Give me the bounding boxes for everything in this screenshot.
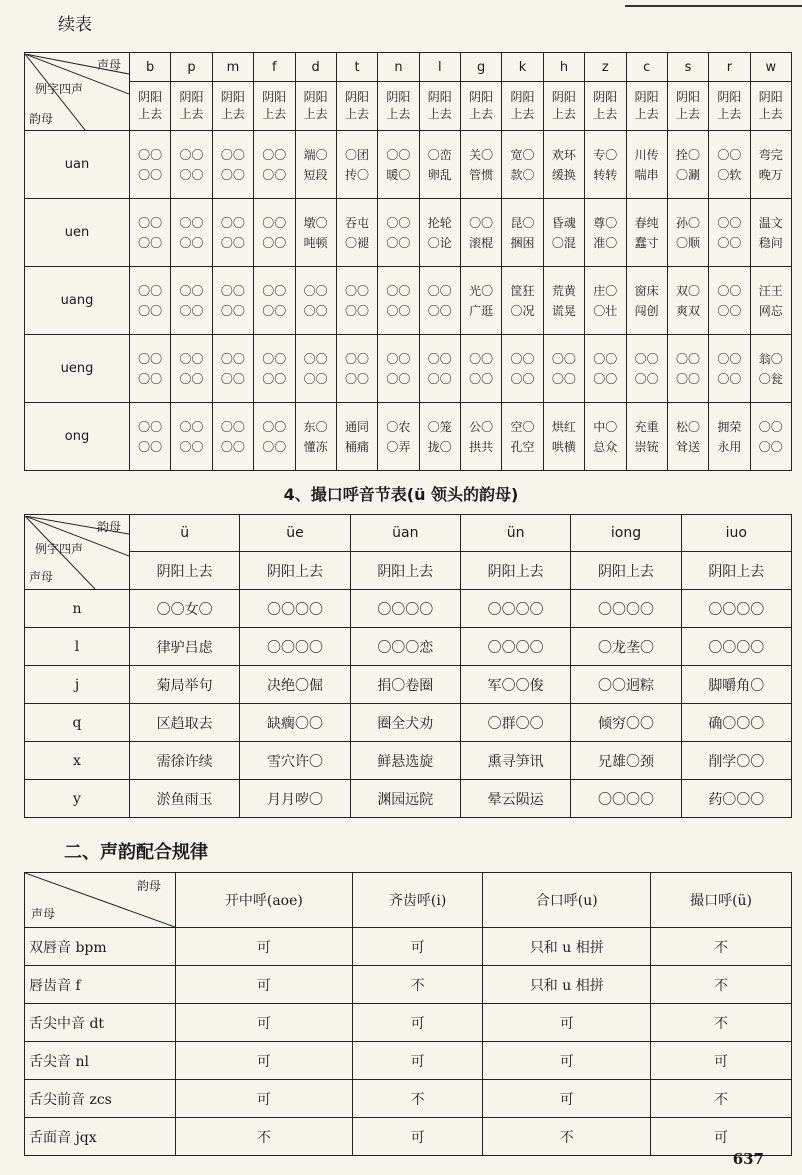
syllable-cell: 〇〇 〇〇 bbox=[378, 199, 419, 267]
table-row bbox=[25, 131, 792, 199]
table-row bbox=[25, 780, 792, 818]
syllable-cell: 圈全犬劝 bbox=[350, 704, 460, 742]
syllable-cell: 〇〇 〇〇 bbox=[709, 267, 750, 335]
diagonal-header bbox=[25, 873, 175, 927]
final-label: ong bbox=[25, 403, 130, 471]
rule-cell: 不 bbox=[483, 1118, 651, 1156]
rule-cell: 只和 u 相拼 bbox=[483, 966, 651, 1004]
table-row bbox=[25, 704, 792, 742]
syllable-cell: 区趋取去 bbox=[130, 704, 240, 742]
table-row bbox=[25, 1004, 792, 1042]
syllable-cell: 兄雄〇颈 bbox=[571, 742, 681, 780]
syllable-cell: 〇〇 〇〇 bbox=[295, 335, 336, 403]
syllable-cell: 光〇 广逛 bbox=[461, 267, 502, 335]
tone-label-cell: 阴阳 上去 bbox=[254, 82, 295, 131]
table-row bbox=[25, 199, 792, 267]
tone-label-cell: 阴阳 上去 bbox=[419, 82, 460, 131]
tone-label-cell: 阴阳上去 bbox=[130, 552, 240, 590]
syllable-cell: 东〇 懂冻 bbox=[295, 403, 336, 471]
initial-header: s bbox=[667, 53, 708, 82]
syllable-cell: 〇〇 〇〇 bbox=[212, 335, 253, 403]
tone-label-cell: 阴阳上去 bbox=[571, 552, 681, 590]
initial-header: k bbox=[502, 53, 543, 82]
syllable-cell: 〇〇 〇〇 bbox=[171, 267, 212, 335]
table-row bbox=[25, 335, 792, 403]
corner-final-label: 韵母 bbox=[136, 879, 161, 893]
section4-title: 4、撮口呼音节表(ü 领头的韵母) bbox=[283, 485, 519, 504]
row-label: 舌面音 jqx bbox=[25, 1118, 176, 1156]
header-rule bbox=[625, 5, 802, 7]
column-header: 合口呼(u) bbox=[483, 873, 651, 928]
syllable-cell: 抡轮 〇论 bbox=[419, 199, 460, 267]
rule-cell: 可 bbox=[176, 1042, 353, 1080]
final-label: uen bbox=[25, 199, 130, 267]
initial-label: j bbox=[25, 666, 130, 704]
final-header: ün bbox=[460, 515, 570, 552]
table-row bbox=[25, 267, 792, 335]
syllable-cell: 拴〇 〇涮 bbox=[667, 131, 708, 199]
syllable-cell: 〇〇 〇〇 bbox=[212, 131, 253, 199]
syllable-cell: 〇〇 〇〇 bbox=[171, 131, 212, 199]
rule-cell: 可 bbox=[483, 1080, 651, 1118]
page-number: 637 bbox=[732, 1150, 764, 1168]
initial-header: w bbox=[750, 53, 791, 82]
syllable-cell: 空〇 孔空 bbox=[502, 403, 543, 471]
syllable-cell: 〇〇 〇软 bbox=[709, 131, 750, 199]
rule-cell: 不 bbox=[651, 928, 792, 966]
syllable-cell: 川传 喘串 bbox=[626, 131, 667, 199]
syllable-cell: 〇〇 〇〇 bbox=[295, 267, 336, 335]
syllable-cell: 〇〇 〇〇 bbox=[419, 267, 460, 335]
table-row bbox=[25, 928, 792, 966]
syllable-cell: 关〇 管惯 bbox=[461, 131, 502, 199]
tone-label-cell: 阴阳 上去 bbox=[626, 82, 667, 131]
cuokou-syllable-table bbox=[24, 514, 792, 818]
syllable-cell: 〇〇〇〇 bbox=[350, 590, 460, 628]
rule-cell: 可 bbox=[651, 1118, 792, 1156]
syllable-cell: 〇〇 〇〇 bbox=[543, 335, 584, 403]
syllable-cell: 〇〇 〇〇 bbox=[378, 267, 419, 335]
section2-title: 二、声韵配合规律 bbox=[64, 842, 208, 863]
tone-label-cell: 阴阳 上去 bbox=[212, 82, 253, 131]
corner-initial-label: 声母 bbox=[29, 569, 54, 584]
table-row bbox=[25, 1042, 792, 1080]
initial-header: m bbox=[212, 53, 253, 82]
syllable-cell: 宽〇 款〇 bbox=[502, 131, 543, 199]
rule-cell: 可 bbox=[176, 966, 353, 1004]
syllable-table-continued bbox=[24, 52, 792, 471]
syllable-cell: 律驴吕虑 bbox=[130, 628, 240, 666]
syllable-cell: 鲜悬选旋 bbox=[350, 742, 460, 780]
syllable-cell: 〇〇〇〇 bbox=[571, 590, 681, 628]
syllable-cell: 熏寻笋讯 bbox=[460, 742, 570, 780]
tone-label-cell: 阴阳 上去 bbox=[750, 82, 791, 131]
syllable-cell: 〇〇 〇〇 bbox=[171, 199, 212, 267]
syllable-cell: 〇〇 〇〇 bbox=[667, 335, 708, 403]
syllable-cell: 〇〇〇〇 bbox=[460, 628, 570, 666]
syllable-cell: 〇〇 〇〇 bbox=[502, 335, 543, 403]
syllable-cell: 药〇〇〇 bbox=[681, 780, 791, 818]
tone-label-cell: 阴阳上去 bbox=[350, 552, 460, 590]
syllable-cell: 〇〇〇〇 bbox=[681, 590, 791, 628]
row-label: 双唇音 bpm bbox=[25, 928, 176, 966]
tone-label-cell: 阴阳 上去 bbox=[543, 82, 584, 131]
final-label: uan bbox=[25, 131, 130, 199]
tone-label-cell: 阴阳 上去 bbox=[295, 82, 336, 131]
initial-header: r bbox=[709, 53, 750, 82]
tone-label-cell: 阴阳上去 bbox=[460, 552, 570, 590]
diagonal-header bbox=[25, 54, 129, 130]
tone-label-cell: 阴阳 上去 bbox=[130, 82, 171, 131]
table-row bbox=[25, 742, 792, 780]
syllable-cell: 〇〇 〇〇 bbox=[130, 199, 171, 267]
rule-cell: 可 bbox=[176, 1080, 353, 1118]
table3-corner-cell bbox=[25, 873, 176, 928]
initial-label: l bbox=[25, 628, 130, 666]
syllable-cell: 雪穴许〇 bbox=[240, 742, 350, 780]
syllable-cell: 淤鱼雨玉 bbox=[130, 780, 240, 818]
syllable-cell: 〇〇 〇〇 bbox=[709, 199, 750, 267]
syllable-cell: 〇农 〇弄 bbox=[378, 403, 419, 471]
column-header: 撮口呼(ü) bbox=[651, 873, 792, 928]
syllable-cell: 〇〇 〇〇 bbox=[212, 403, 253, 471]
tone-label-cell: 阴阳 上去 bbox=[709, 82, 750, 131]
initial-header: n bbox=[378, 53, 419, 82]
initial-header: c bbox=[626, 53, 667, 82]
table2-corner-cell bbox=[25, 515, 130, 590]
rule-cell: 可 bbox=[352, 1118, 483, 1156]
syllable-cell: 〇〇〇〇 bbox=[240, 590, 350, 628]
syllable-cell: 拥荣 永用 bbox=[709, 403, 750, 471]
final-label: uang bbox=[25, 267, 130, 335]
syllable-cell: 捐〇卷圈 bbox=[350, 666, 460, 704]
tone-label-cell: 阴阳上去 bbox=[681, 552, 791, 590]
initial-label: q bbox=[25, 704, 130, 742]
syllable-cell: 〇〇迥粽 bbox=[571, 666, 681, 704]
syllable-cell: 〇〇〇〇 bbox=[460, 590, 570, 628]
syllable-cell: 〇〇 〇〇 bbox=[130, 131, 171, 199]
syllable-cell: 通同 桶痛 bbox=[336, 403, 377, 471]
syllable-cell: 专〇 转转 bbox=[585, 131, 626, 199]
initial-header: t bbox=[336, 53, 377, 82]
syllable-cell: 墩〇 吨顿 bbox=[295, 199, 336, 267]
syllable-cell: 〇〇 〇〇 bbox=[254, 131, 295, 199]
rule-cell: 不 bbox=[352, 966, 483, 1004]
rule-cell: 可 bbox=[651, 1042, 792, 1080]
syllable-cell: 〇〇 〇〇 bbox=[130, 335, 171, 403]
rule-cell: 不 bbox=[651, 1004, 792, 1042]
tone-label-cell: 阴阳 上去 bbox=[336, 82, 377, 131]
syllable-cell: 〇〇〇〇 bbox=[681, 628, 791, 666]
syllable-cell: 庄〇 〇壮 bbox=[585, 267, 626, 335]
initial-header: l bbox=[419, 53, 460, 82]
syllable-cell: 筐狂 〇况 bbox=[502, 267, 543, 335]
final-header: üe bbox=[240, 515, 350, 552]
syllable-cell: 〇群〇〇 bbox=[460, 704, 570, 742]
syllable-cell: 倾穷〇〇 bbox=[571, 704, 681, 742]
rule-cell: 只和 u 相拼 bbox=[483, 928, 651, 966]
corner-example-label: 例字四声 bbox=[35, 81, 84, 96]
table-row bbox=[25, 1080, 792, 1118]
rule-cell: 可 bbox=[352, 928, 483, 966]
syllable-cell: 松〇 耸送 bbox=[667, 403, 708, 471]
syllable-cell: 军〇〇俊 bbox=[460, 666, 570, 704]
rule-cell: 不 bbox=[176, 1118, 353, 1156]
tone-label-cell: 阴阳 上去 bbox=[667, 82, 708, 131]
final-header: iong bbox=[571, 515, 681, 552]
row-label: 唇齿音 f bbox=[25, 966, 176, 1004]
syllable-cell: 〇峦 卵乱 bbox=[419, 131, 460, 199]
syllable-cell: 决绝〇倔 bbox=[240, 666, 350, 704]
tone-label-cell: 阴阳 上去 bbox=[502, 82, 543, 131]
syllable-cell: 〇〇 〇〇 bbox=[378, 335, 419, 403]
initial-header: g bbox=[461, 53, 502, 82]
syllable-cell: 吞屯 〇褪 bbox=[336, 199, 377, 267]
syllable-cell: 〇龙垄〇 bbox=[571, 628, 681, 666]
rule-cell: 可 bbox=[352, 1042, 483, 1080]
corner-example-label: 例字四声 bbox=[35, 541, 84, 556]
syllable-cell: 〇〇 〇〇 bbox=[130, 267, 171, 335]
rule-cell: 可 bbox=[176, 1004, 353, 1042]
syllable-cell: 〇〇 〇〇 bbox=[254, 403, 295, 471]
syllable-cell: 尊〇 准〇 bbox=[585, 199, 626, 267]
syllable-cell: 公〇 拱共 bbox=[461, 403, 502, 471]
syllable-cell: 昆〇 捆困 bbox=[502, 199, 543, 267]
tone-label-cell: 阴阳 上去 bbox=[171, 82, 212, 131]
syllable-cell: 汪王 网忘 bbox=[750, 267, 791, 335]
table-row bbox=[25, 590, 792, 628]
syllable-cell: 充重 崇铳 bbox=[626, 403, 667, 471]
syllable-cell: 〇〇 〇〇 bbox=[212, 199, 253, 267]
syllable-cell: 〇〇 〇〇 bbox=[171, 403, 212, 471]
initial-label: y bbox=[25, 780, 130, 818]
syllable-cell: 双〇 爽双 bbox=[667, 267, 708, 335]
syllable-cell: 菊局举句 bbox=[130, 666, 240, 704]
syllable-cell: 翁〇 〇瓮 bbox=[750, 335, 791, 403]
final-header: iuo bbox=[681, 515, 791, 552]
column-header: 开中呼(aoe) bbox=[176, 873, 353, 928]
syllable-cell: 〇〇 〇〇 bbox=[130, 403, 171, 471]
page-header: 续表 bbox=[58, 15, 92, 35]
syllable-cell: 〇〇〇〇 bbox=[240, 628, 350, 666]
table-row bbox=[25, 1118, 792, 1156]
row-label: 舌尖前音 zcs bbox=[25, 1080, 176, 1118]
syllable-cell: 〇〇 〇〇 bbox=[461, 335, 502, 403]
table-row bbox=[25, 966, 792, 1004]
syllable-cell: 温文 稳问 bbox=[750, 199, 791, 267]
syllable-cell: 〇〇 〇〇 bbox=[709, 335, 750, 403]
table1-corner-cell bbox=[25, 53, 130, 131]
column-header: 齐齿呼(i) bbox=[352, 873, 483, 928]
syllable-cell: 〇〇 〇〇 bbox=[212, 267, 253, 335]
syllable-cell: 〇团 抟〇 bbox=[336, 131, 377, 199]
tone-label-cell: 阴阳上去 bbox=[240, 552, 350, 590]
syllable-cell: 〇〇 〇〇 bbox=[336, 267, 377, 335]
initial-header: z bbox=[585, 53, 626, 82]
initial-label: x bbox=[25, 742, 130, 780]
corner-final-label: 韵母 bbox=[96, 519, 121, 534]
syllable-cell: 脚嚼角〇 bbox=[681, 666, 791, 704]
syllable-cell: 削学〇〇 bbox=[681, 742, 791, 780]
syllable-cell: 〇〇 暖〇 bbox=[378, 131, 419, 199]
syllable-cell: 中〇 总众 bbox=[585, 403, 626, 471]
tone-label-cell: 阴阳 上去 bbox=[585, 82, 626, 131]
initial-header: f bbox=[254, 53, 295, 82]
corner-final-label: 韵母 bbox=[29, 111, 54, 126]
syllable-cell: 需徐许续 bbox=[130, 742, 240, 780]
syllable-cell: 〇〇 〇〇 bbox=[254, 199, 295, 267]
row-label: 舌尖音 nl bbox=[25, 1042, 176, 1080]
syllable-cell: 欢环 缓换 bbox=[543, 131, 584, 199]
syllable-cell: 〇〇〇〇 bbox=[571, 780, 681, 818]
rule-cell: 可 bbox=[176, 928, 353, 966]
syllable-cell: 渊园远院 bbox=[350, 780, 460, 818]
syllable-cell: 晕云陨运 bbox=[460, 780, 570, 818]
syllable-cell: 〇〇 〇〇 bbox=[585, 335, 626, 403]
syllable-cell: 月月哕〇 bbox=[240, 780, 350, 818]
syllable-cell: 荒黄 谎晃 bbox=[543, 267, 584, 335]
rule-cell: 可 bbox=[483, 1004, 651, 1042]
initial-final-combination-table bbox=[24, 872, 792, 1156]
diagonal-header bbox=[25, 516, 129, 589]
table-row bbox=[25, 628, 792, 666]
syllable-cell: 孙〇 〇顺 bbox=[667, 199, 708, 267]
syllable-cell: 〇〇 〇〇 bbox=[254, 267, 295, 335]
syllable-cell: 〇〇 〇〇 bbox=[419, 335, 460, 403]
syllable-cell: 窗床 闯创 bbox=[626, 267, 667, 335]
syllable-cell: 〇〇 〇〇 bbox=[336, 335, 377, 403]
syllable-cell: 〇〇 〇〇 bbox=[626, 335, 667, 403]
rule-cell: 可 bbox=[483, 1042, 651, 1080]
initial-label: n bbox=[25, 590, 130, 628]
rule-cell: 不 bbox=[651, 1080, 792, 1118]
rule-cell: 不 bbox=[352, 1080, 483, 1118]
row-label: 舌尖中音 dt bbox=[25, 1004, 176, 1042]
final-label: ueng bbox=[25, 335, 130, 403]
syllable-cell: 昏魂 〇混 bbox=[543, 199, 584, 267]
syllable-cell: 〇笼 拢〇 bbox=[419, 403, 460, 471]
syllable-cell: 〇〇女〇 bbox=[130, 590, 240, 628]
tone-label-cell: 阴阳 上去 bbox=[378, 82, 419, 131]
syllable-cell: 缺瘸〇〇 bbox=[240, 704, 350, 742]
syllable-cell: 〇〇 〇〇 bbox=[171, 335, 212, 403]
initial-header: h bbox=[543, 53, 584, 82]
corner-initial-label: 声母 bbox=[31, 907, 56, 921]
corner-initial-label: 声母 bbox=[96, 57, 121, 72]
rule-cell: 不 bbox=[651, 966, 792, 1004]
syllable-cell: 〇〇〇恋 bbox=[350, 628, 460, 666]
initial-header: d bbox=[295, 53, 336, 82]
table-row bbox=[25, 403, 792, 471]
tone-label-cell: 阴阳 上去 bbox=[461, 82, 502, 131]
final-header: üan bbox=[350, 515, 460, 552]
syllable-cell: 春纯 蠢寸 bbox=[626, 199, 667, 267]
syllable-cell: 〇〇 〇〇 bbox=[750, 403, 791, 471]
initial-header: b bbox=[130, 53, 171, 82]
syllable-cell: 弯完 晚万 bbox=[750, 131, 791, 199]
initial-header: p bbox=[171, 53, 212, 82]
syllable-cell: 确〇〇〇 bbox=[681, 704, 791, 742]
rule-cell: 可 bbox=[352, 1004, 483, 1042]
syllable-cell: 〇〇 〇〇 bbox=[254, 335, 295, 403]
syllable-cell: 端〇 短段 bbox=[295, 131, 336, 199]
table-row bbox=[25, 666, 792, 704]
syllable-cell: 〇〇 滚棍 bbox=[461, 199, 502, 267]
final-header: ü bbox=[130, 515, 240, 552]
syllable-cell: 烘红 哄横 bbox=[543, 403, 584, 471]
